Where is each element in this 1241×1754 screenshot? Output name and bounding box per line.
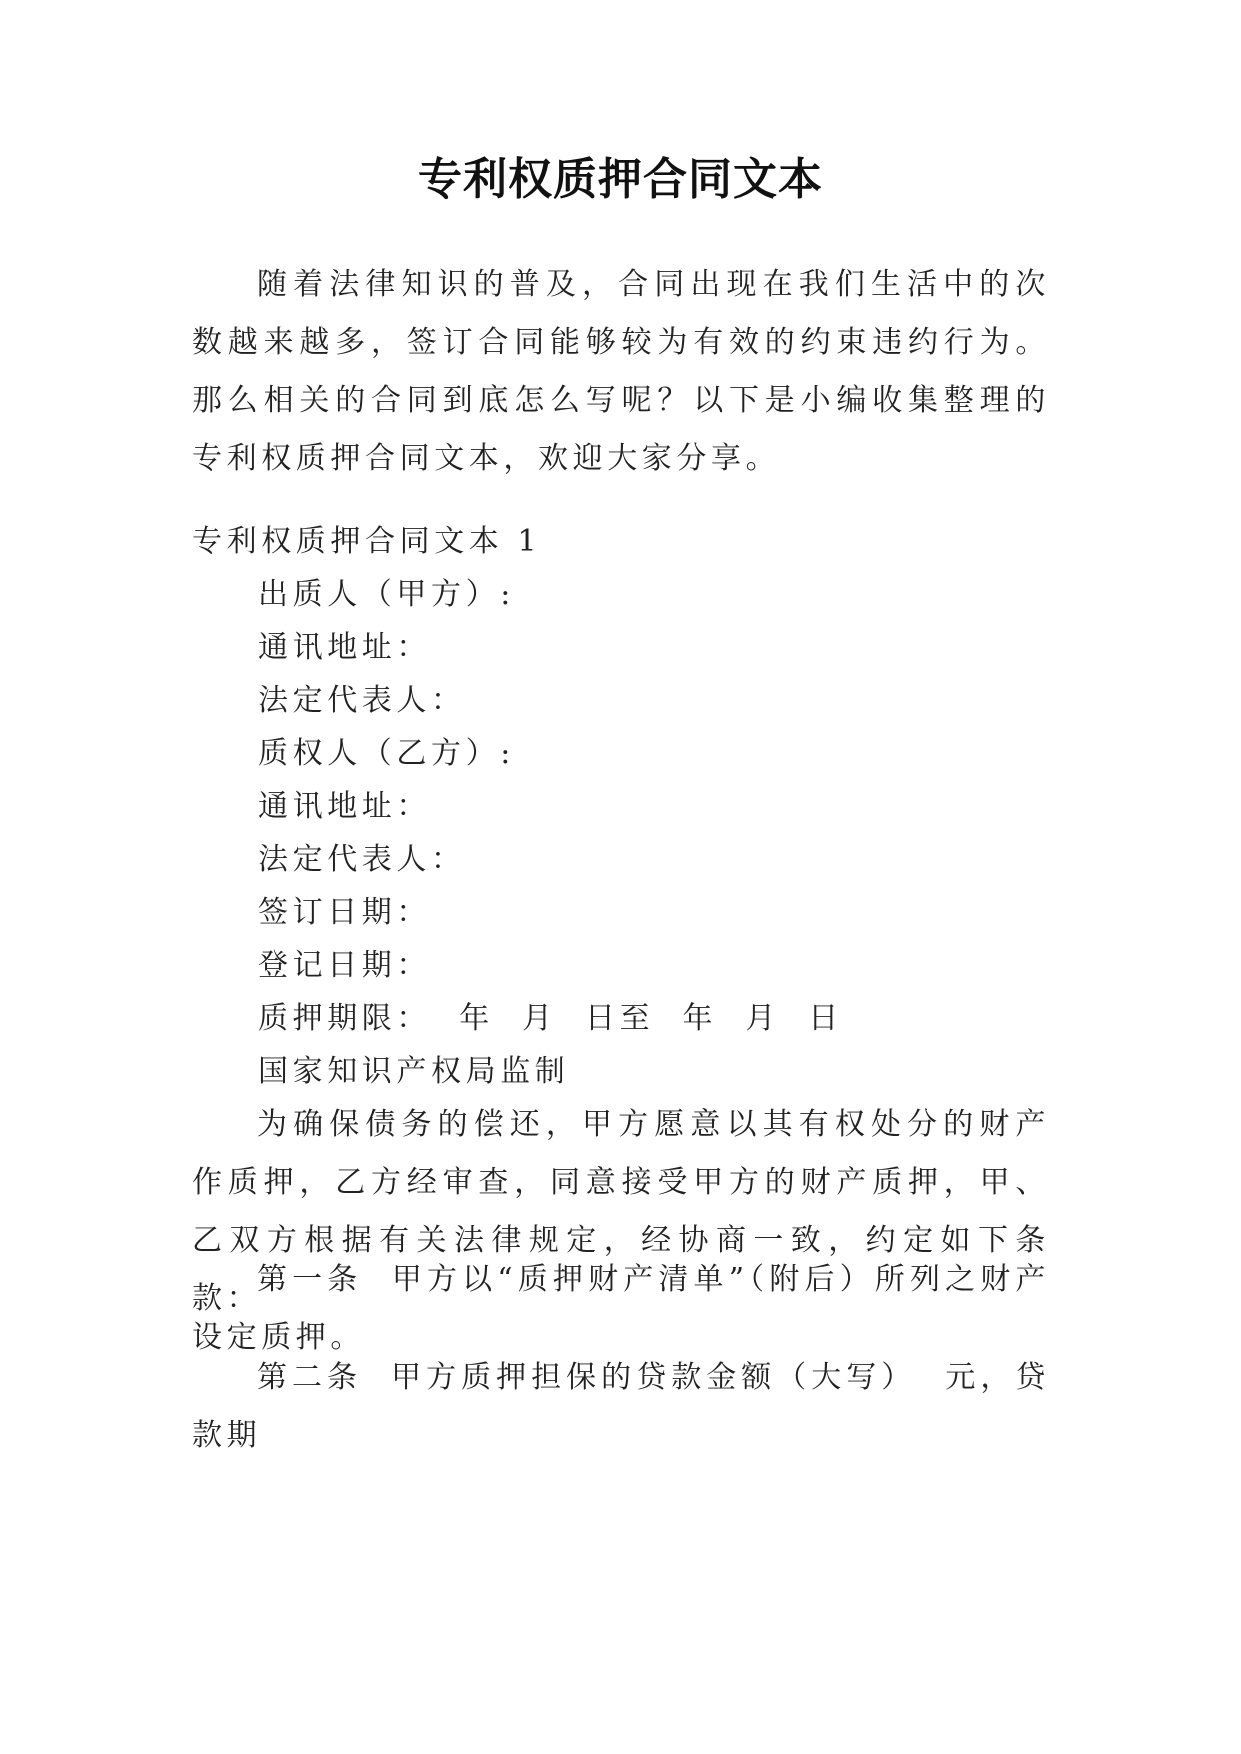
- section-heading: 专利权质押合同文本 1: [192, 524, 542, 559]
- article-1-paragraph: 第一条 甲方以“质押财产清单”（附后）所列之财产设定质押。: [192, 1262, 1050, 1355]
- intro-paragraph: 随着法律知识的普及，合同出现在我们生活中的次数越来越多，签订合同能够较为有效的约束违约行为。那么相关的合同到底怎么写呢？以下是小编收集整理的专利权质押合同文本，欢迎大家分享。: [192, 267, 1050, 476]
- pledgee-address-field: 通讯地址：: [258, 789, 431, 824]
- register-date-field: 登记日期：: [258, 948, 431, 983]
- pledgee-representative-field: 法定代表人：: [258, 842, 466, 877]
- sign-date-field: 签订日期：: [258, 895, 431, 930]
- pledgor-representative-field: 法定代表人：: [258, 683, 466, 718]
- pledgee-field: 质权人（乙方）:: [258, 736, 515, 771]
- pledgor-address-field: 通讯地址：: [258, 630, 431, 665]
- pledgor-field: 出质人（甲方）:: [258, 577, 515, 612]
- preamble-paragraph: 为确保债务的偿还，甲方愿意以其有权处分的财产作质押，乙方经审查，同意接受甲方的财产质押，甲、乙双方根据有关法律规定，经协商一致，约定如下条款：: [192, 1107, 1050, 1316]
- pledge-term-field: 质押期限： 年 月 日至 年 月 日: [258, 1001, 843, 1036]
- document-title: 专利权质押合同文本: [418, 154, 823, 205]
- supervisor-line: 国家知识产权局监制: [258, 1054, 570, 1089]
- article-2-paragraph: 第二条 甲方质押担保的贷款金额（大写） 元，贷款期: [192, 1360, 1050, 1453]
